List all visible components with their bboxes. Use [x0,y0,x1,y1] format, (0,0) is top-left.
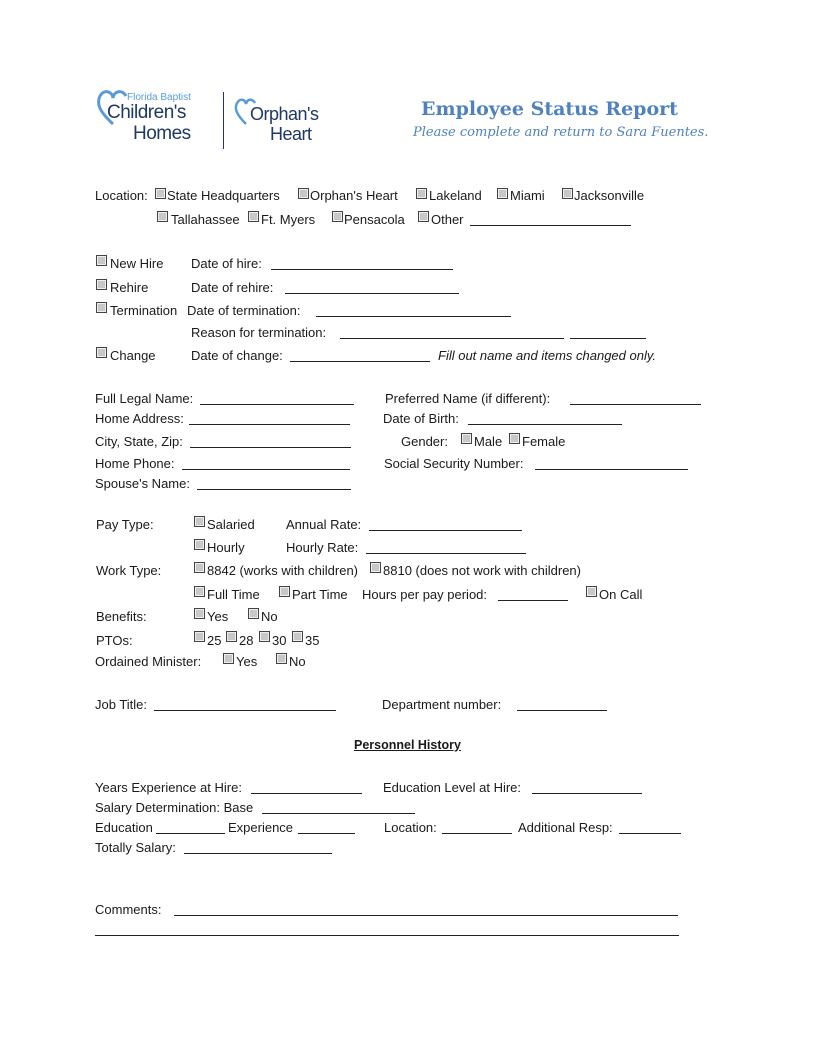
pto-35-label: 35 [305,633,320,648]
hourly-label: Hourly [207,540,245,555]
salaried-label: Salaried [207,517,255,532]
date-of-rehire-field[interactable] [285,293,459,294]
logo-org-small: Florida Baptist [127,92,191,103]
logo-sub-line1: Orphan's [250,104,319,124]
ordained-minister-label: Ordained Minister: [95,654,202,669]
checkbox-pto-35[interactable] [292,631,303,642]
education-field[interactable] [156,833,225,834]
male-label: Male [474,434,503,449]
city-state-zip-label: City, State, Zip: [95,434,183,449]
ssn-field[interactable] [535,469,688,470]
pto-30-label: 30 [272,633,287,648]
full-time-label: Full Time [207,587,260,602]
city-state-zip-field[interactable] [190,447,351,448]
checkbox-pto-25[interactable] [194,631,205,642]
option-state-headquarters: State Headquarters [167,188,280,203]
option-pensacola: Pensacola [344,212,405,227]
home-phone-label: Home Phone: [95,456,175,471]
location-label: Location: [95,188,148,203]
page-subtitle: Please complete and return to Sara Fuentes. [413,125,709,140]
logo-sub-line2: Heart [270,124,312,144]
benefits-label: Benefits: [96,609,147,624]
reason-for-termination-field[interactable] [340,338,564,339]
hours-per-pay-period-label: Hours per pay period: [362,587,488,602]
pay-type-label: Pay Type: [96,517,154,532]
benefits-yes-label: Yes [207,609,229,624]
date-of-change-field[interactable] [290,361,430,362]
change-label: Change [110,348,156,363]
years-experience-label: Years Experience at Hire: [95,780,242,795]
checkbox-miami[interactable] [497,188,508,199]
option-jacksonville: Jacksonville [574,188,645,203]
date-of-change-label: Date of change: [191,348,283,363]
minister-no-label: No [289,654,306,669]
checkbox-new-hire[interactable] [96,255,107,266]
option-tallahassee: Tallahassee [171,212,240,227]
history-location-label: Location: [384,820,437,835]
spouse-name-field[interactable] [197,489,351,490]
checkbox-on-call[interactable] [586,586,597,597]
page-title: Employee Status Report [421,98,678,120]
history-location-field[interactable] [442,833,512,834]
pto-28-label: 28 [239,633,254,648]
education-level-field[interactable] [532,793,642,794]
date-of-hire-field[interactable] [271,269,453,270]
annual-rate-field[interactable] [369,530,522,531]
work-type-label: Work Type: [96,563,162,578]
checkbox-male[interactable] [461,433,472,444]
minister-yes-label: Yes [236,654,258,669]
pto-25-label: 25 [207,633,222,648]
checkbox-full-time[interactable] [194,586,205,597]
department-number-label: Department number: [382,697,502,712]
date-of-termination-field[interactable] [316,316,511,317]
checkbox-benefits-no[interactable] [248,608,259,619]
checkbox-salaried[interactable] [194,516,205,527]
logo-divider [223,92,224,149]
checkbox-ft-myers[interactable] [248,211,259,222]
date-of-rehire-label: Date of rehire: [191,280,274,295]
rehire-label: Rehire [110,280,149,295]
checkbox-minister-no[interactable] [276,653,287,664]
reason-for-termination-field-2[interactable] [570,338,646,339]
option-other: Other [431,212,464,227]
checkbox-part-time[interactable] [279,586,290,597]
checkbox-termination[interactable] [96,302,107,313]
experience-field[interactable] [298,833,355,834]
option-lakeland: Lakeland [429,188,482,203]
education-label: Education [95,820,153,835]
checkbox-hourly[interactable] [194,539,205,550]
experience-label: Experience [228,820,294,835]
checkbox-benefits-yes[interactable] [194,608,205,619]
education-level-label: Education Level at Hire: [383,780,522,795]
hourly-rate-field[interactable] [366,553,526,554]
checkbox-minister-yes[interactable] [223,653,234,664]
other-location-field[interactable] [470,225,631,226]
full-legal-name-label: Full Legal Name: [95,391,194,406]
wt-8842-label: 8842 (works with children) [207,563,359,578]
comments-field-2[interactable] [95,935,679,936]
part-time-label: Part Time [292,587,348,602]
checkbox-other[interactable] [418,211,429,222]
preferred-name-label: Preferred Name (if different): [385,391,551,406]
annual-rate-label: Annual Rate: [286,517,362,532]
hourly-rate-label: Hourly Rate: [286,540,359,555]
personnel-history-heading: Personnel History [354,738,461,752]
checkbox-pto-30[interactable] [259,631,270,642]
salary-base-field[interactable] [262,813,415,814]
logo-org-line2: Homes [133,123,191,144]
department-number-field[interactable] [517,710,607,711]
checkbox-rehire[interactable] [96,279,107,290]
date-of-birth-label: Date of Birth: [383,411,459,426]
female-label: Female [522,434,566,449]
checkbox-pto-28[interactable] [226,631,237,642]
comments-label: Comments: [95,902,162,917]
wt-8810-label: 8810 (does not work with children) [383,563,581,578]
logo-org-line1: Children's [107,102,186,123]
checkbox-orphans-heart[interactable] [298,188,309,199]
comments-field-1[interactable] [174,915,678,916]
totally-salary-field[interactable] [184,853,332,854]
on-call-label: On Call [599,587,643,602]
home-phone-field[interactable] [182,469,350,470]
termination-label: Termination [110,303,178,318]
hours-per-pay-period-field[interactable] [498,600,568,601]
date-of-birth-field[interactable] [468,424,622,425]
gender-label: Gender: [401,434,448,449]
checkbox-jacksonville[interactable] [562,188,573,199]
job-title-field[interactable] [154,710,336,711]
ssn-label: Social Security Number: [384,456,524,471]
date-of-hire-label: Date of hire: [191,256,262,271]
checkbox-female[interactable] [509,433,520,444]
checkbox-tallahassee[interactable] [157,211,168,222]
job-title-label: Job Title: [95,697,148,712]
change-note: Fill out name and items changed only. [438,348,656,363]
checkbox-lakeland[interactable] [416,188,427,199]
option-miami: Miami [510,188,545,203]
preferred-name-field[interactable] [570,404,701,405]
home-address-field[interactable] [189,424,350,425]
option-ft-myers: Ft. Myers [261,212,316,227]
checkbox-state-headquarters[interactable] [155,188,166,199]
checkbox-change[interactable] [96,347,107,358]
years-experience-field[interactable] [251,793,362,794]
additional-resp-label: Additional Resp: [518,820,613,835]
totally-salary-label: Totally Salary: [95,840,176,855]
date-of-termination-label: Date of termination: [187,303,301,318]
home-address-label: Home Address: [95,411,184,426]
benefits-no-label: No [261,609,278,624]
new-hire-label: New Hire [110,256,164,271]
reason-for-termination-label: Reason for termination: [191,325,327,340]
full-legal-name-field[interactable] [200,404,354,405]
ptos-label: PTOs: [96,633,133,648]
checkbox-8842[interactable] [194,562,205,573]
checkbox-8810[interactable] [370,562,381,573]
checkbox-pensacola[interactable] [332,211,343,222]
additional-resp-field[interactable] [619,833,681,834]
option-orphans-heart: Orphan's Heart [310,188,398,203]
spouse-name-label: Spouse's Name: [95,476,190,491]
salary-determination-label: Salary Determination: Base [95,800,254,815]
